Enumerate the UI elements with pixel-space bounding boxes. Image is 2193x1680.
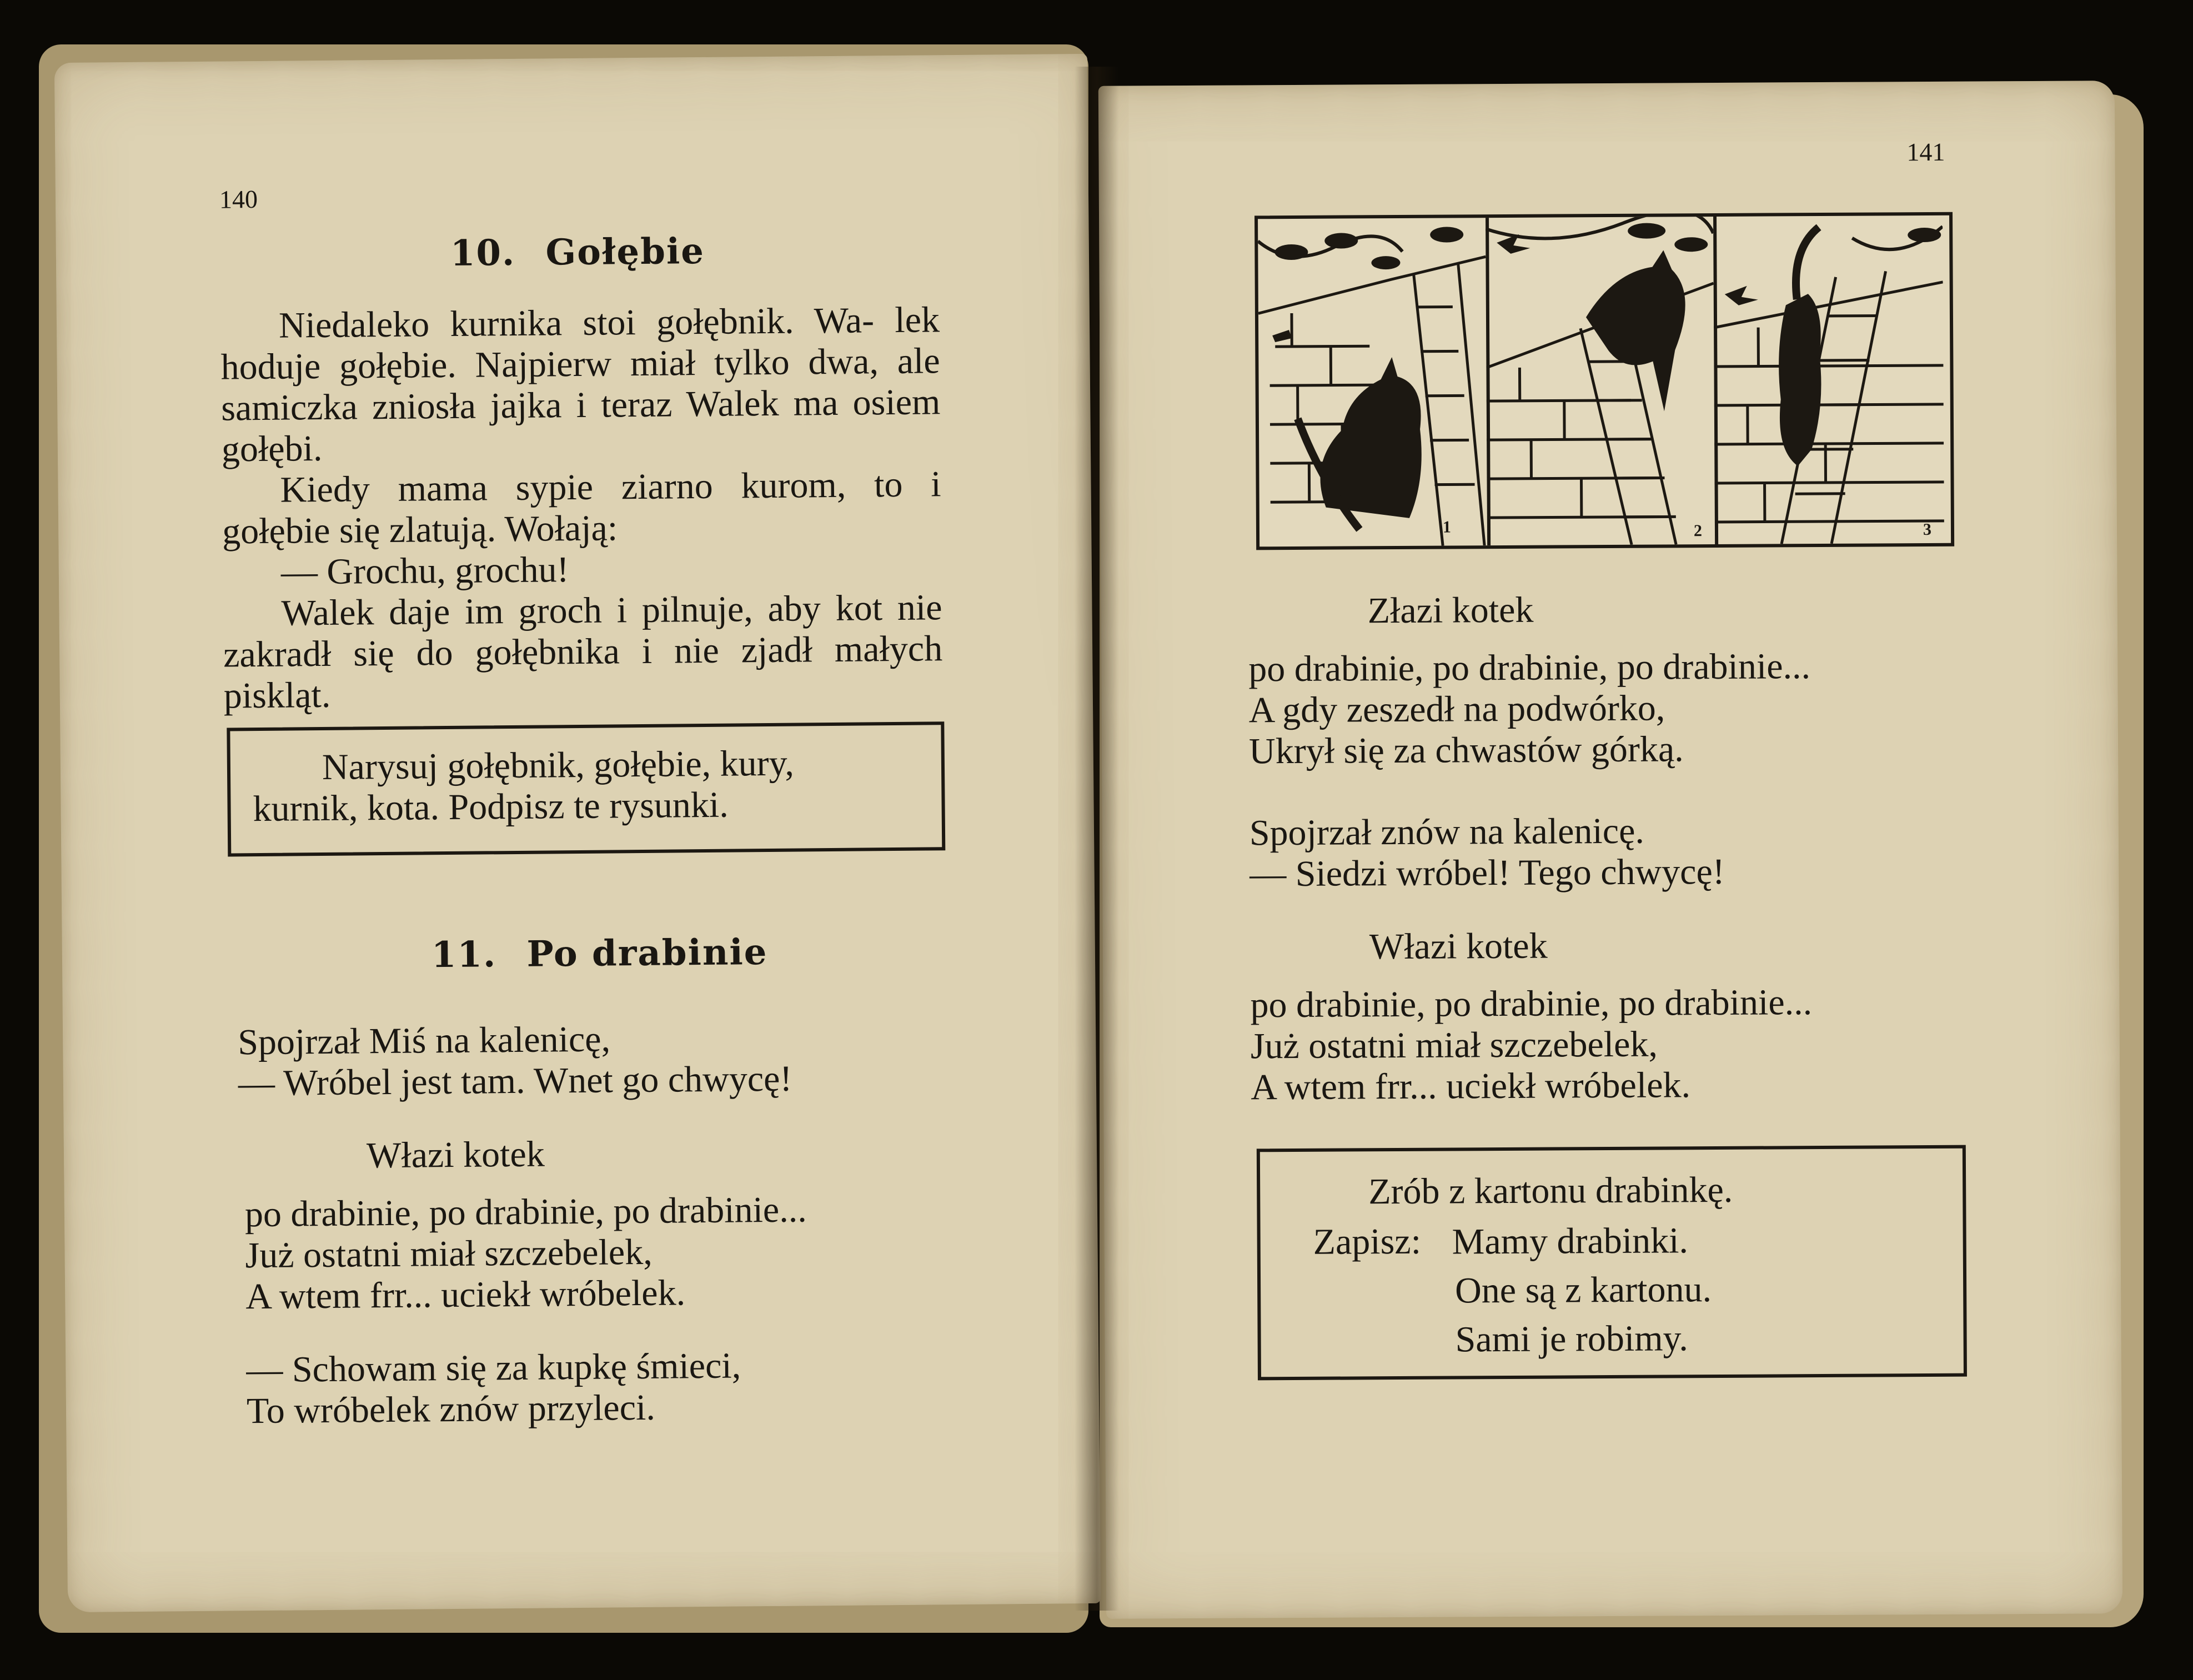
paragraph-4: Walek daje im groch i pilnuje, aby kot nie zakradł się do gołębnika i nie zjadł małych piskląt.	[223, 587, 943, 716]
left-page	[54, 54, 1101, 1612]
task-line-1: Zrób z kartonu drabinkę.	[1368, 1169, 1733, 1212]
section-10-task-box	[227, 721, 945, 856]
page-number-141: 141	[1906, 137, 1945, 167]
right-stanza-3: po drabinie, po drabinie, po drabinie... Już ostatni miał szczebelek, A wtem frr... uciekł wróbelek.	[1250, 982, 1813, 1108]
panel-number-2: 2	[1693, 521, 1703, 540]
panel-number-1: 1	[1442, 518, 1452, 536]
page-number-140: 140	[219, 184, 258, 214]
task-line-1: Narysuj gołębnik, gołębie, kury,	[322, 743, 795, 788]
refrain-zlazi-kotek: Złazi kotek	[1367, 589, 1534, 631]
book-spine-shadow	[1075, 67, 1119, 1611]
section-10-title: Gołębie	[545, 230, 705, 274]
cat-climbing-down-icon	[1713, 215, 1944, 544]
illustration-panel-1	[1258, 218, 1491, 546]
illustration-panel-3	[1713, 215, 1944, 544]
section-11-title: Po drabinie	[526, 931, 768, 975]
right-task-box	[1257, 1145, 1967, 1381]
task-label-zapisz: Zapisz:	[1313, 1221, 1422, 1262]
section-10-text	[220, 299, 943, 716]
right-stanza-2: Spojrzał znów na kalenicę. — Siedzi wróbel! Tego chwycę!	[1249, 810, 1725, 895]
section-10-heading	[450, 230, 705, 274]
refrain-wlazi-kotek: Włazi kotek	[366, 1134, 545, 1176]
task-lines: Mamy drabinki. One są z kartonu. Sami je robimy.	[1452, 1220, 1712, 1360]
section-11-heading	[431, 931, 768, 976]
sparrow-icon	[1272, 330, 1292, 342]
paragraph-2: Kiedy mama sypie ziarno kurom, to i gołębie się zlatują. Wołają:	[222, 464, 941, 552]
right-page	[1098, 81, 2122, 1619]
section-11-number: 11.	[431, 934, 497, 976]
sparrow-icon	[1725, 286, 1758, 305]
cat-ladder-illustration	[1254, 212, 1954, 550]
refrain-wlazi-kotek-2: Włazi kotek	[1369, 925, 1548, 967]
cat-on-ladder-icon	[1258, 218, 1487, 546]
stanza-3: — Schowam się za kupkę śmieci, To wróbelek znów przyleci.	[246, 1345, 741, 1432]
task-line-2: kurnik, kota. Podpisz te rysunki.	[253, 784, 729, 830]
section-10-number: 10.	[450, 232, 516, 274]
cat-jumping-icon	[1486, 217, 1715, 545]
paragraph-1: Niedaleko kurnika stoi gołębnik. Wa- lek hoduje gołębie. Najpierw miał tylko dwa, ale samiczka zniosła jajka i teraz Walek ma osiem gołębi.	[220, 299, 941, 470]
illustration-panel-2	[1486, 217, 1718, 545]
stanza-1: Spojrzał Miś na kalenicę, — Wróbel jest tam. Wnet go chwycę!	[237, 1019, 792, 1104]
right-stanza-1: po drabinie, po drabinie, po drabinie... A gdy zeszedł na podwórko, Ukrył się za chwastów górką.	[1248, 646, 1811, 772]
panel-number-3: 3	[1923, 520, 1932, 539]
stanza-2: po drabinie, po drabinie, po drabinie... Już ostatni miał szczebelek, A wtem frr... uciekł wróbelek.	[244, 1189, 807, 1317]
paragraph-3: — Grochu, grochu!	[280, 549, 569, 593]
